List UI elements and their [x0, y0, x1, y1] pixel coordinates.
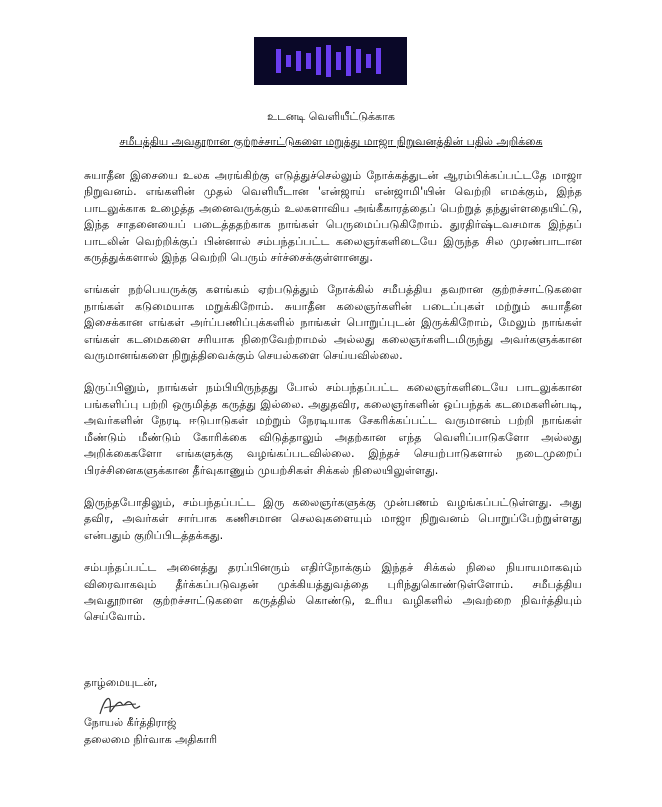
release-line: உடனடி வெளியீட்டுக்காக: [267, 110, 395, 123]
maaja-logo: [254, 37, 407, 85]
paragraph: இருப்பினும், நாங்கள் நம்பியிருந்தது போல் சம்பந்தப்பட்ட கலைஞர்களிடையே பாடலுக்கான பங்களிப்பு பற்றி ஒருமித்த கருத்து இல்லை. அதுதவிர, கலைஞர்களின் ஒப்பந்தக் கடமைகளின்படி, அவர்களின் நேரடி ஈடுபாடுகள் மற்றும் நேரடியாக சேகரிக்கப்பட்ட வருமானம் பற்றி நாங்கள் மீண்டும் மீண்டும் கோரிக்கை விடுத்தாலும் அதற்கான எந்த வெளிப்பாடுகளோ அல்லது அறிக்கைகளோ எங்களுக்கு வழங்கப்படவில்லை. இந்தச் செயற்பாடுகளால் நடைமுறைப் பிரச்சினைகளுக்கான தீர்வுகாணும் முயற்சிகள் சிக்கல் நிலையிலுள்ளது.: [84, 381, 582, 477]
statement-body: [84, 168, 582, 642]
paragraph: சுயாதீன இசையை உலக அரங்கிற்கு எடுத்துச்செல்லும் நோக்கத்துடன் ஆரம்பிக்கப்பட்டதே மாஜா நிறுவனம். எங்களின் முதல் வெளியீடான 'என்ஜாய் என்ஜாமி'யின் வெற்றி எமக்கும், இந்த பாடலுக்காக உழைத்த அனைவருக்கும் உலகளாவிய அங்கீகாரத்தைப் பெற்றுத் தந்துள்ளதையிட்டு, இந்த சாதனையைப் படைத்ததற்காக நாங்கள் பெருமைப்படுகிறோம். துரதிர்ஷ்டவசமாக இந்தப் பாடலின் வெற்றிக்குப் பின்னால் சம்பந்தப்பட்ட கலைஞர்களிடையே இருந்த சில முரண்பாடான கருத்துக்களால் இந்த வெற்றி பெரும் சர்ச்சைக்குள்ளானது.: [84, 169, 582, 265]
statement-title: சமீபத்திய அவதூறான குற்றச்சாட்டுகளை மறுத்து மாஜா நிறுவனத்தின் பதில் அறிக்கை: [119, 135, 543, 148]
signer-title: தலைமை நிர்வாக அதிகாரி: [84, 733, 218, 746]
paragraph: சம்பந்தப்பட்ட அனைத்து தரப்பினரும் எதிர்நோக்கும் இந்தச் சிக்கல் நிலை நியாயமாகவும் விரைவாகவும் தீர்க்கப்படுவதன் முக்கியத்துவத்தை புரிந்துகொண்டுள்ளோம். சமீபத்திய அவதூறான குற்றச்சாட்டுகளை கருத்தில் கொண்டு, உரிய வழிகளில் அவற்றை நிவர்த்தியும் செய்வோம்.: [84, 561, 582, 624]
closing-line: தாழ்மையுடன்,: [84, 676, 158, 689]
paragraph: இருந்தபோதிலும், சம்பந்தப்பட்ட இரு கலைஞர்களுக்கு முன்பணம் வழங்கப்பட்டுள்ளது. அது தவிர, அவர்கள் சார்பாக கணிசமான செலவுகளையும் மாஜா நிறுவனம் பொறுப்பேற்றுள்ளது என்பதும் குறிப்பிடத்தக்கது.: [84, 495, 582, 542]
signer-name: நோயல் கீர்த்திராஜ்: [84, 716, 177, 729]
waveform-logo-icon: [254, 37, 407, 85]
paragraph: எங்கள் நற்பெயருக்கு களங்கம் ஏற்படுத்தும் நோக்கில் சமீபத்திய தவறான குற்றச்சாட்டுகளை நாங்கள் கடுமையாக மறுக்கிறோம். சுயாதீன கலைஞர்களின் படைப்புகள் மற்றும் சுயாதீன இசைக்கான எங்கள் அர்ப்பணிப்புக்களில் நாங்கள் பொறுப்புடன் இருக்கிறோம், மேலும் நாங்கள் எங்கள் கடமைகளை சரியாக நிறைவேற்றாமல் அல்லது கலைஞர்களிடமிருந்து அவர்களுக்கான வருமானங்களை நிறுத்திவைக்கும் செயல்களை செய்யவில்லை.: [84, 283, 582, 363]
